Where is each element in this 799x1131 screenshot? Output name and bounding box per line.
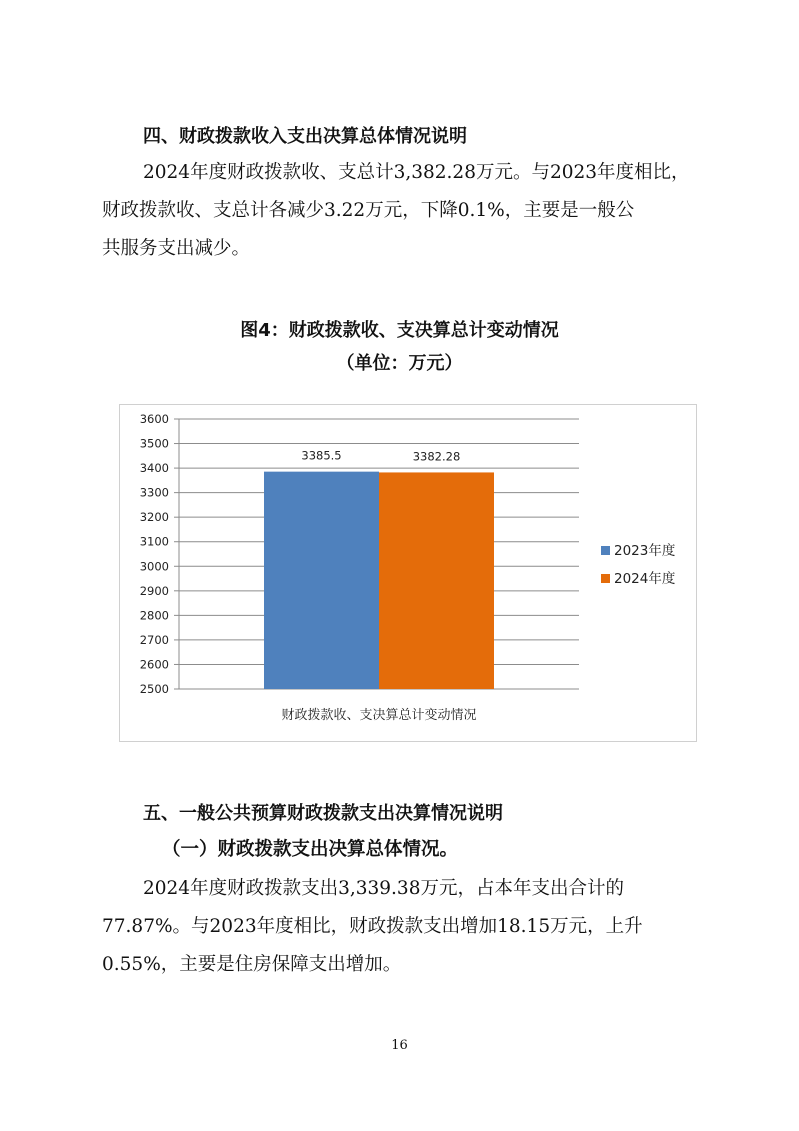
y-tick-label: 3100 [139, 534, 169, 549]
y-tick-label: 3200 [139, 510, 169, 525]
section4-line-1: 2024年度财政拨款收、支总计3,382.28万元。与2023年度相比， [143, 162, 690, 183]
section4-line-3: 共服务支出减少。 [102, 238, 251, 259]
legend-entry: 2023年度 [614, 543, 676, 559]
y-tick-label: 3000 [139, 559, 169, 574]
section5-subheading: （一）财政拨款支出决算总体情况。 [162, 839, 459, 860]
figure-caption: 图4：财政拨款收、支决算总计变动情况 [240, 320, 559, 341]
y-tick-label: 2800 [139, 608, 169, 623]
bar-2023年度 [264, 472, 379, 689]
section5-line-1: 2024年度财政拨款支出3,339.38万元，占本年支出合计的 [143, 878, 624, 899]
bar-2024年度 [379, 472, 494, 689]
y-tick-label: 2700 [139, 632, 169, 647]
x-axis-label: 财政拨款收、支决算总计变动情况 [281, 708, 477, 723]
y-tick-label: 3600 [139, 412, 169, 426]
data-label: 3382.28 [412, 449, 461, 464]
section4-line-2: 财政拨款收、支总计各减少3.22万元，下降0.1%，主要是一般公 [102, 200, 635, 221]
section5-heading: 五、一般公共预算财政拨款支出决算情况说明 [143, 803, 503, 824]
section5-line-3: 0.55%，主要是住房保障支出增加。 [102, 954, 402, 975]
y-tick-label: 2500 [139, 682, 169, 696]
section5-line-2: 77.87%。与2023年度相比，财政拨款支出增加18.15万元，上升 [102, 916, 643, 937]
bar-chart [119, 404, 697, 742]
figure-unit: （单位：万元） [336, 353, 463, 374]
legend-swatch [601, 546, 610, 555]
page-number: 16 [391, 1038, 408, 1053]
data-label: 3385.5 [301, 448, 342, 463]
legend-swatch [601, 574, 610, 583]
y-tick-label: 2600 [139, 657, 169, 672]
y-tick-label: 2900 [139, 583, 169, 598]
y-tick-label: 3400 [139, 461, 169, 476]
y-tick-label: 3300 [139, 485, 169, 500]
legend-entry: 2024年度 [614, 571, 676, 587]
y-tick-label: 3500 [139, 436, 169, 451]
section4-heading: 四、财政拨款收入支出决算总体情况说明 [143, 126, 467, 147]
